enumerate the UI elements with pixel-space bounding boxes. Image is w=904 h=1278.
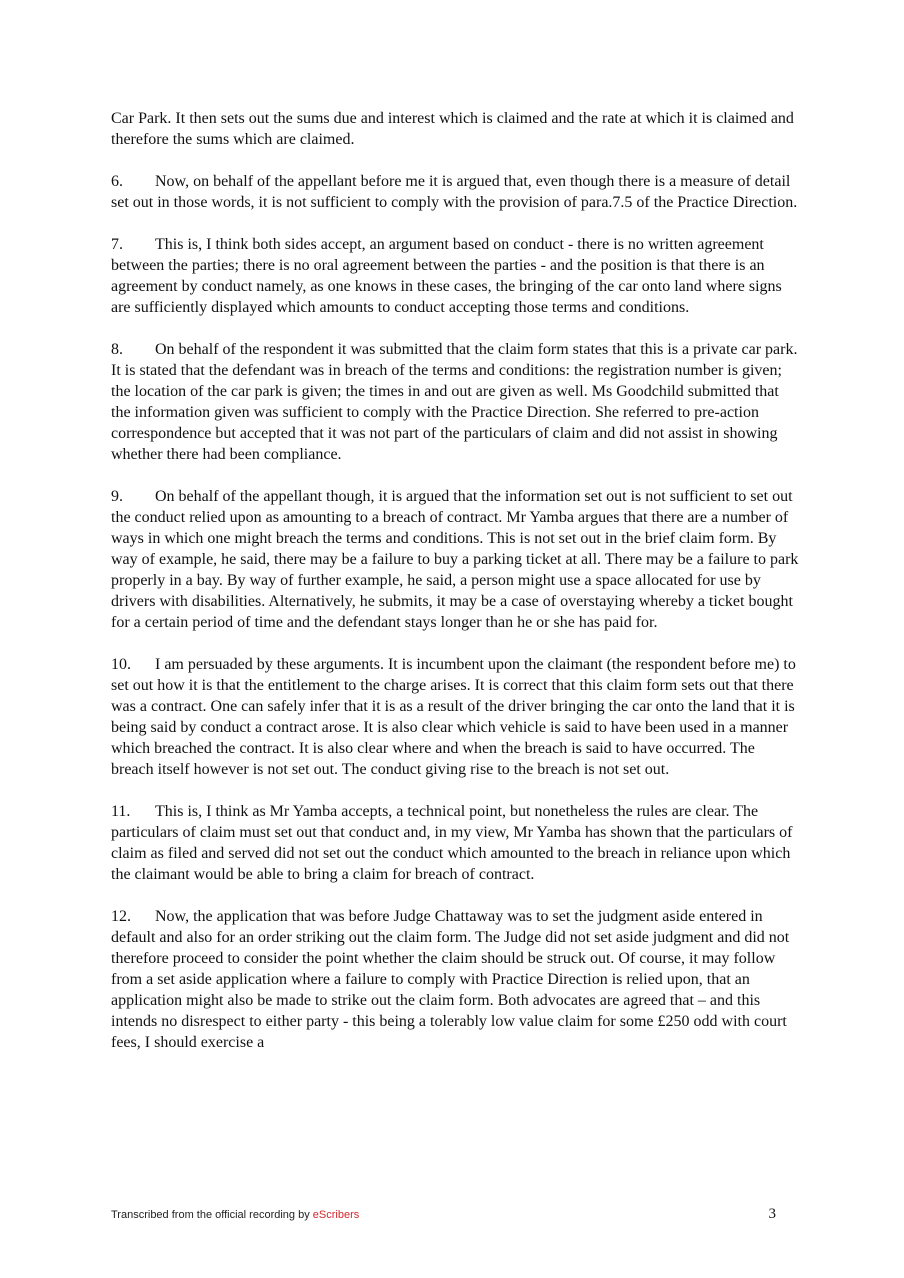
paragraph-text: I am persuaded by these arguments. It is incumbent upon the claimant (the respondent before me) to set out how it is that the entitlement to the charge arises. It is correct that this claim form sets out that there was a contract. One can safely infer that it is as a result of the driver bringing the car onto the land that it is being said by conduct a contract arose. It is also clear which vehicle is said to have been used in a manner which breached the contract. It is also clear where and when the breach is said to have occurred. The breach itself however is not set out. The conduct giving rise to the breach is not set out. — [111, 656, 796, 778]
paragraph-text: Now, the application that was before Judge Chattaway was to set the judgment aside entered in default and also for an order striking out the claim form. The Judge did not set aside judgment and did not therefore proceed to consider the point whether the claim should be struck out. Of course, it may follow from a set aside application where a failure to comply with Practice Direction is relied upon, that an application might also be made to strike out the claim form. Both advocates are agreed that – and this intends no disrespect to either party - this being a tolerably low value claim for some £250 odd with court fees, I should exercise a — [111, 908, 790, 1051]
paragraph-8 — [111, 339, 801, 465]
paragraph-text: On behalf of the respondent it was submitted that the claim form states that this is a private car park. It is stated that the defendant was in breach of the terms and conditions: the registration number is given; the location of the car park is given; the times in and out are given as well. Ms Goodchild submitted that the information given was sufficient to comply with the Practice Direction. She referred to pre-action correspondence but accepted that it was not part of the particulars of claim and did not assist in showing whether there had been compliance. — [111, 341, 798, 463]
paragraph-9 — [111, 486, 801, 633]
paragraph-number: 11. — [111, 803, 131, 820]
page-number: 3 — [768, 1206, 776, 1222]
paragraph-number: 8. — [111, 341, 123, 358]
paragraph-text: This is, I think as Mr Yamba accepts, a technical point, but nonetheless the rules are clear. The particulars of claim must set out that conduct and, in my view, Mr Yamba has shown that the particulars of claim as filed and served did not set out the conduct which amounted to the breach in reliance upon which the claimant would be able to bring a claim for breach of contract. — [111, 803, 793, 883]
paragraph-12 — [111, 906, 801, 1053]
paragraph-number: 12. — [111, 908, 131, 925]
paragraph-number: 6. — [111, 173, 123, 190]
paragraph-number: 9. — [111, 488, 123, 505]
paragraph-7 — [111, 234, 801, 318]
paragraph-text: This is, I think both sides accept, an argument based on conduct - there is no written agreement between the parties; there is no oral agreement between the parties - and the position is that there is an agreement by conduct namely, as one knows in these cases, the bringing of the car onto land where signs are sufficiently displayed which amounts to conduct accepting those terms and conditions. — [111, 236, 782, 316]
paragraph-continuation — [111, 108, 801, 150]
paragraph-number: 10. — [111, 656, 131, 673]
paragraph-11 — [111, 801, 801, 885]
paragraph-number: 7. — [111, 236, 123, 253]
paragraph-text: Car Park. It then sets out the sums due and interest which is claimed and the rate at which it is claimed and therefore the sums which are claimed. — [111, 110, 794, 148]
page-footer — [111, 1207, 776, 1223]
transcription-credit — [111, 1207, 359, 1223]
document-body — [111, 108, 801, 1074]
escribers-brand: eScribers — [312, 1209, 360, 1221]
credit-text: Transcribed from the official recording by — [111, 1209, 313, 1221]
paragraph-10 — [111, 654, 801, 780]
paragraph-6 — [111, 171, 801, 213]
paragraph-text: On behalf of the appellant though, it is argued that the information set out is not sufficient to set out the conduct relied upon as amounting to a breach of contract. Mr Yamba argues that there are a number of ways in which one might breach the terms and conditions. This is not set out in the brief claim form. By way of example, he said, there may be a failure to buy a parking ticket at all. There may be a failure to park properly in a bay. By way of further example, he said, a person might use a space allocated for use by drivers with disabilities. Alternatively, he submits, it may be a case of overstaying whereby a ticket bought for a certain period of time and the defendant stays longer than he or she has paid for. — [111, 488, 799, 631]
paragraph-text: Now, on behalf of the appellant before me it is argued that, even though there is a measure of detail set out in those words, it is not sufficient to comply with the provision of para.7.5 of the Practice Direction. — [111, 173, 798, 211]
